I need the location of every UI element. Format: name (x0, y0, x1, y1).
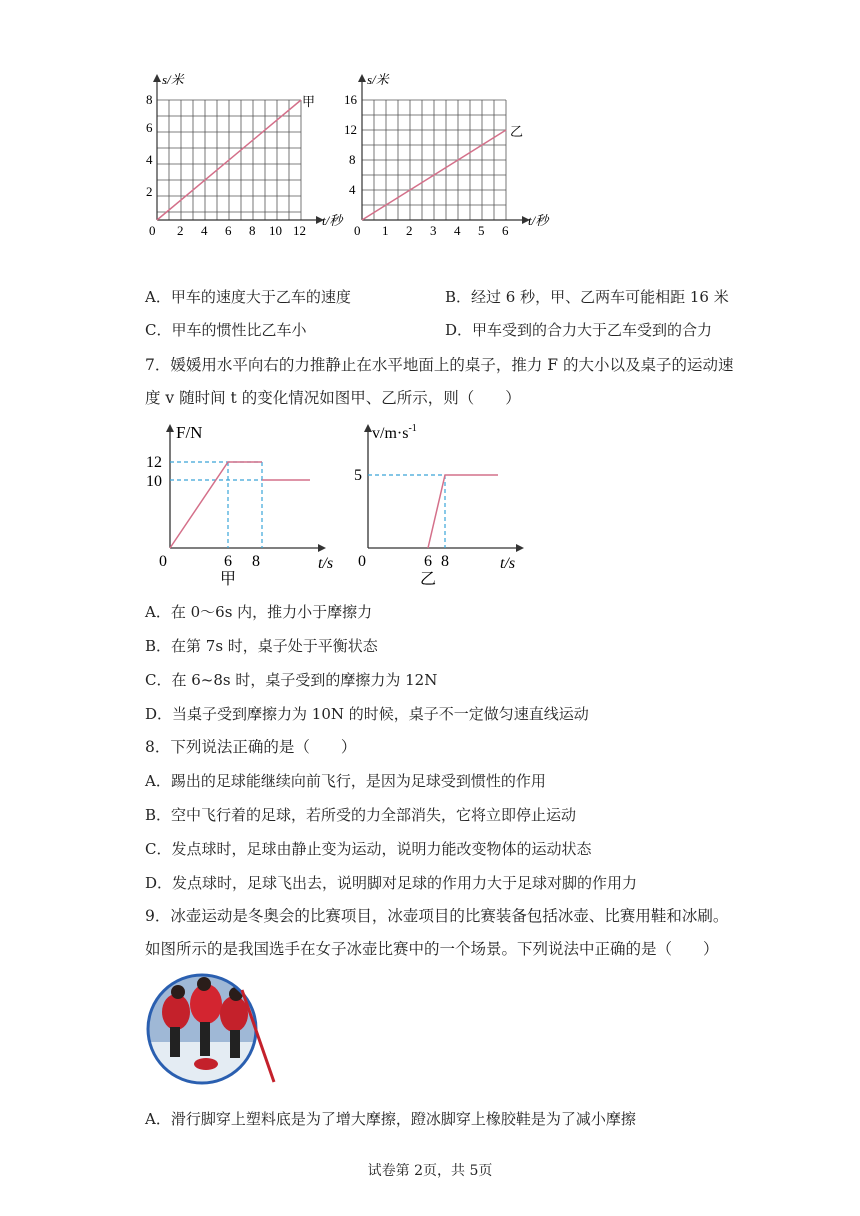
yi-xtick: 0 (354, 223, 361, 238)
F-caption: 甲 (220, 571, 237, 588)
q6-option-c: C．甲车的惯性比乙车小 (145, 321, 307, 339)
q9-option-a: A．滑行脚穿上塑料底是为了增大摩擦，蹬冰脚穿上橡胶鞋是为了减小摩擦 (145, 1110, 636, 1128)
F-xtick-8: 8 (252, 553, 260, 570)
jia-ytick: 2 (146, 184, 153, 199)
yi-ytick: 8 (349, 152, 356, 167)
yi-ytick: 16 (344, 92, 357, 107)
q7-option-b: B．在第 7s 时，桌子处于平衡状态 (145, 637, 378, 655)
jia-series-label: 甲 (302, 94, 316, 109)
jia-xtick: 2 (177, 223, 184, 238)
graph-jia-s-t (138, 70, 343, 240)
v-xtick-6: 6 (424, 553, 432, 570)
yi-xtick: 1 (382, 223, 389, 238)
yi-xtick: 3 (430, 223, 437, 238)
q7-stem-line2: 度 v 随时间 t 的变化情况如图甲、乙所示，则（ ） (145, 389, 521, 407)
F-xlabel: t/s (318, 555, 334, 572)
jia-ytick: 4 (146, 152, 153, 167)
yi-ylabel: s/米 (367, 72, 389, 87)
F-xtick-0: 0 (159, 553, 167, 570)
q7-stem-line1: 7．媛媛用水平向右的力推静止在水平地面上的桌子，推力 F 的大小以及桌子的运动速 (145, 356, 734, 374)
v-ytick-5: 5 (354, 467, 362, 484)
q8-stem: 8．下列说法正确的是（ ） (145, 738, 357, 756)
v-ylabel: $v/m\cdot s^{-1}$ (372, 423, 417, 442)
q9-stem-line1: 9．冰壶运动是冬奥会的比赛项目，冰壶项目的比赛装备包括冰壶、比赛用鞋和冰刷。 (145, 907, 729, 925)
jia-ytick: 8 (146, 92, 153, 107)
q9-stem-line2: 如图所示的是我国选手在女子冰壶比赛中的一个场景。下列说法中正确的是（ ） (145, 940, 719, 958)
jia-xtick: 8 (249, 223, 256, 238)
yi-xtick: 5 (478, 223, 485, 238)
yi-ytick: 4 (349, 182, 356, 197)
curling-photo (146, 972, 280, 1092)
q8-option-c: C．发点球时，足球由静止变为运动，说明力能改变物体的运动状态 (145, 840, 592, 858)
yi-xlabel: t/秒 (528, 213, 549, 228)
graph-v-t (346, 418, 546, 590)
v-caption: 乙 (420, 571, 437, 588)
q8-option-d: D．发点球时，足球飞出去，说明脚对足球的作用力大于足球对脚的作用力 (145, 874, 638, 892)
graph-F-t (140, 418, 340, 590)
v-xtick-0: 0 (358, 553, 366, 570)
jia-xtick: 12 (293, 223, 306, 238)
jia-ylabel: s/米 (162, 72, 184, 87)
v-line (428, 475, 498, 548)
yi-xtick: 6 (502, 223, 509, 238)
jia-xtick: 6 (225, 223, 232, 238)
q6-option-b: B．经过 6 秒，甲、乙两车可能相距 16 米 (445, 288, 729, 306)
jia-xlabel: t/秒 (322, 213, 343, 228)
q6-option-d: D．甲车受到的合力大于乙车受到的合力 (445, 321, 713, 339)
q7-option-d: D．当桌子受到摩擦力为 10N 的时候，桌子不一定做匀速直线运动 (145, 705, 589, 723)
v-xtick-8: 8 (441, 553, 449, 570)
q7-option-c: C．在 6~8s 时，桌子受到的摩擦力为 12N (145, 671, 438, 689)
F-ytick-12: 12 (146, 454, 162, 471)
q8-option-a: A．踢出的足球能继续向前飞行，是因为足球受到惯性的作用 (145, 772, 546, 790)
q8-option-b: B．空中飞行着的足球，若所受的力全部消失，它将立即停止运动 (145, 806, 577, 824)
yi-xtick: 4 (454, 223, 461, 238)
jia-ytick: 6 (146, 120, 153, 135)
jia-xtick: 10 (269, 223, 282, 238)
graph-yi-s-t (342, 70, 557, 240)
jia-xtick: 4 (201, 223, 208, 238)
yi-ytick: 12 (344, 122, 357, 137)
q6-option-a: A．甲车的速度大于乙车的速度 (145, 288, 351, 306)
F-line (170, 462, 262, 548)
yi-series-label: 乙 (510, 124, 524, 139)
jia-xtick: 0 (149, 223, 156, 238)
q7-option-a: A．在 0～6s 内，推力小于摩擦力 (145, 603, 373, 621)
page-footer: 试卷第 2页，共 5页 (367, 1163, 493, 1179)
F-xtick-6: 6 (224, 553, 232, 570)
F-ytick-10: 10 (146, 473, 162, 490)
F-ylabel: F/N (176, 423, 203, 442)
yi-xtick: 2 (406, 223, 413, 238)
v-xlabel: t/s (500, 555, 516, 572)
